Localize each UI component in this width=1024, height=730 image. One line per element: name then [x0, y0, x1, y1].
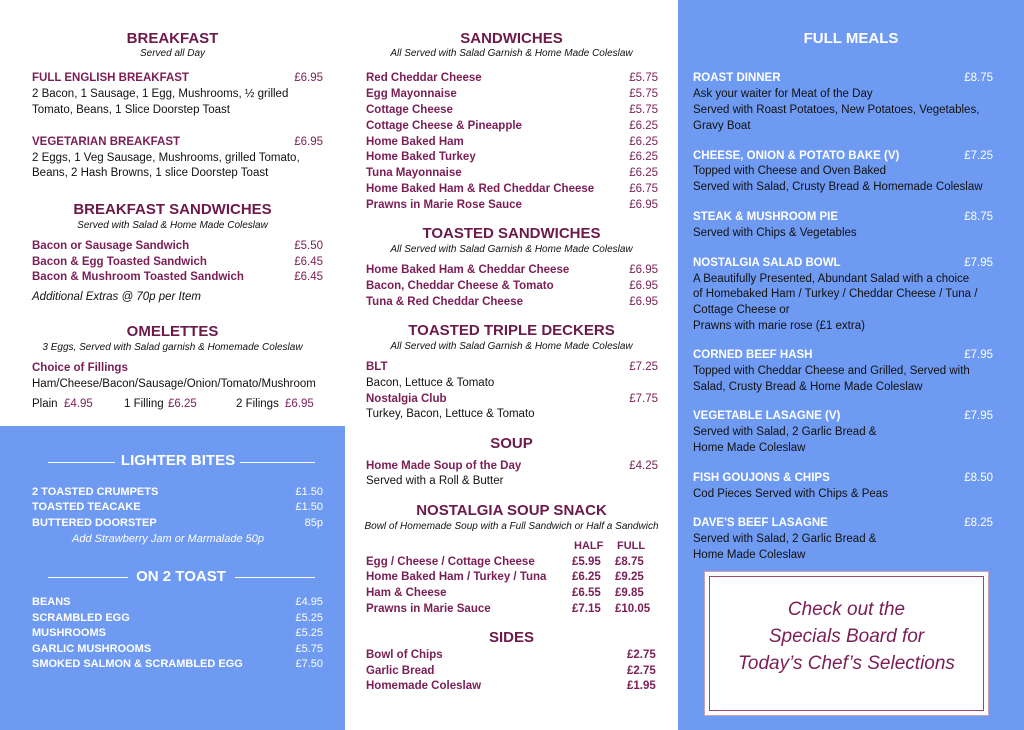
triple-deckers-title: TOASTED TRIPLE DECKERS — [408, 322, 615, 339]
left-column — [0, 0, 345, 730]
full-price: £10.05 — [615, 603, 651, 615]
divider — [235, 577, 315, 578]
specials-line: Specials Board for — [768, 626, 925, 647]
half-header: HALF — [574, 540, 604, 552]
menu-item-name: CORNED BEEF HASH — [693, 349, 813, 361]
menu-item-price: £5.75 — [629, 72, 658, 84]
menu-item-price: £6.75 — [629, 183, 658, 195]
menu-item-desc: Beans, 2 Hash Browns, 1 slice Doorstep Toast — [32, 167, 269, 179]
menu-item-name: Home Baked Ham — [366, 136, 464, 148]
menu-item-desc: Served with Salad, Crusty Bread & Homemade Coleslaw — [693, 181, 983, 193]
menu-item-name: CHEESE, ONION & POTATO BAKE (V) — [693, 150, 900, 162]
lighter-bites-title: LIGHTER BITES — [120, 452, 236, 469]
menu-item-name: Red Cheddar Cheese — [366, 72, 482, 84]
menu-item-name: BUTTERED DOORSTEP — [32, 517, 157, 529]
lighter-bites-note: Add Strawberry Jam or Marmalade 50p — [72, 533, 264, 545]
specials-line: Today’s Chef’s Selections — [738, 653, 955, 674]
menu-item-desc: Turkey, Bacon, Lettuce & Tomato — [366, 408, 535, 420]
menu-item-desc: Ask your waiter for Meat of the Day — [693, 88, 873, 100]
menu-item-price: £8.75 — [964, 72, 993, 84]
menu-item-desc: 2 Eggs, 1 Veg Sausage, Mushrooms, grilled Tomato, — [32, 152, 300, 164]
menu-item-price: £8.25 — [964, 517, 993, 529]
menu-item-desc: Topped with Cheese and Oven Baked — [693, 165, 887, 177]
menu-item-name: MUSHROOMS — [32, 627, 106, 639]
menu-item-name: Egg / Cheese / Cottage Cheese — [366, 556, 535, 568]
divider — [240, 462, 315, 463]
extras-note: Additional Extras @ 70p per Item — [32, 291, 201, 303]
menu-item-desc: Served with Roast Potatoes, New Potatoes, Vegetables, — [693, 104, 980, 116]
full-price: £8.75 — [615, 556, 644, 568]
middle-column — [345, 0, 678, 730]
menu-item-name: Home Baked Turkey — [366, 151, 476, 163]
breakfast-title: BREAKFAST — [126, 30, 219, 47]
menu-item-price: £7.95 — [964, 349, 993, 361]
menu-item-price: £6.45 — [294, 256, 323, 268]
soup-snack-title: NOSTALGIA SOUP SNACK — [416, 502, 607, 519]
menu-item-name: Garlic Bread — [366, 665, 435, 677]
menu-item-price: £6.95 — [294, 72, 323, 84]
menu-item-desc: Served with a Roll & Butter — [366, 475, 504, 487]
menu-item-price: £6.45 — [294, 271, 323, 283]
menu-item-name: ROAST DINNER — [693, 72, 781, 84]
menu-item-name: Bacon or Sausage Sandwich — [32, 240, 190, 252]
menu-item-name: STEAK & MUSHROOM PIE — [693, 211, 839, 223]
half-price: £6.55 — [572, 587, 601, 599]
menu-item-price: £7.75 — [629, 393, 658, 405]
menu-item-price: £6.95 — [629, 264, 658, 276]
left-white-panel — [0, 0, 345, 426]
menu-item-price: £7.25 — [629, 361, 658, 373]
menu-item-price: £7.50 — [295, 658, 323, 670]
half-price: £7.15 — [572, 603, 601, 615]
menu-item-price: £5.25 — [295, 612, 323, 624]
menu-item-price: £2.75 — [627, 649, 656, 661]
sides-title: SIDES — [488, 629, 534, 646]
menu-item-name: BEANS — [32, 596, 71, 608]
menu-item-desc: Cottage Cheese or — [693, 304, 790, 316]
soup-title: SOUP — [490, 435, 533, 452]
menu-item-price: £7.95 — [964, 257, 993, 269]
menu-item-name: 2 TOASTED CRUMPETS — [32, 486, 159, 498]
full-meals-title: FULL MEALS — [803, 30, 899, 47]
menu-item-price: £5.75 — [295, 643, 323, 655]
menu-item-desc: Served with Salad, 2 Garlic Bread & — [693, 533, 877, 545]
toasted-sandwiches-subtitle: All Served with Salad Garnish & Home Made Coleslaw — [390, 244, 633, 255]
two-filling-label: 2 Filings — [236, 398, 279, 410]
menu-item-name: FISH GOUJONS & CHIPS — [693, 472, 830, 484]
menu-item-name: Prawns in Marie Sauce — [366, 603, 491, 615]
menu-item-desc: Tomato, Beans, 1 Slice Doorstep Toast — [32, 104, 230, 116]
menu-item-desc: A Beautifully Presented, Abundant Salad with a choice — [693, 273, 970, 285]
menu-item-price: £1.95 — [627, 680, 656, 692]
menu-item-desc: Topped with Cheddar Cheese and Grilled, Served with — [693, 365, 970, 377]
menu-item-name: Tuna & Red Cheddar Cheese — [366, 296, 523, 308]
menu-item-desc: 2 Bacon, 1 Sausage, 1 Egg, Mushrooms, ½ grilled — [32, 88, 289, 100]
toasted-sandwiches-title: TOASTED SANDWICHES — [422, 225, 601, 242]
menu-item-desc: of Homebaked Ham / Turkey / Cheddar Cheese / Tuna / — [693, 288, 978, 300]
menu-item-price: 85p — [304, 517, 323, 529]
menu-item-name: Home Baked Ham & Cheddar Cheese — [366, 264, 570, 276]
one-filling-price: £6.25 — [168, 398, 197, 410]
menu-item-price: £6.25 — [629, 136, 658, 148]
menu-item-name: Bowl of Chips — [366, 649, 443, 661]
menu-item-name: DAVE'S BEEF LASAGNE — [693, 517, 828, 529]
menu-item-price: £6.95 — [629, 296, 658, 308]
one-filling-label: 1 Filling — [124, 398, 164, 410]
omelettes-fillings: Ham/Cheese/Bacon/Sausage/Onion/Tomato/Mushroom — [32, 378, 316, 390]
on-toast-title: ON 2 TOAST — [136, 568, 226, 585]
menu-item-price: £7.25 — [964, 150, 993, 162]
menu-item-desc: Home Made Coleslaw — [693, 442, 806, 454]
menu-item-price: £1.50 — [295, 501, 323, 513]
menu-item-name: Bacon & Egg Toasted Sandwich — [32, 256, 207, 268]
sandwiches-subtitle: All Served with Salad Garnish & Home Made Coleslaw — [390, 48, 633, 59]
menu-item-name: Home Baked Ham & Red Cheddar Cheese — [366, 183, 595, 195]
menu-item-name: VEGETARIAN BREAKFAST — [32, 136, 181, 148]
menu-item-name: SCRAMBLED EGG — [32, 612, 130, 624]
menu-item-price: £6.25 — [629, 120, 658, 132]
menu-item-price: £6.95 — [629, 280, 658, 292]
menu-item-name: Home Baked Ham / Turkey / Tuna — [366, 571, 547, 583]
menu-item-name: Ham & Cheese — [366, 587, 447, 599]
menu-item-name: Tuna Mayonnaise — [366, 167, 462, 179]
sandwiches-title: SANDWICHES — [460, 30, 563, 47]
menu-item-price: £5.25 — [295, 627, 323, 639]
menu-item-price: £8.75 — [964, 211, 993, 223]
specials-box — [704, 571, 989, 716]
menu-item-price: £4.95 — [295, 596, 323, 608]
menu-item-price: £7.95 — [964, 410, 993, 422]
menu-item-desc: Prawns with marie rose (£1 extra) — [693, 320, 865, 332]
menu-item-price: £5.75 — [629, 88, 658, 100]
menu-item-name: GARLIC MUSHROOMS — [32, 643, 152, 655]
menu-item-price: £4.25 — [629, 460, 658, 472]
half-price: £5.95 — [572, 556, 601, 568]
half-price: £6.25 — [572, 571, 601, 583]
menu-item-name: SMOKED SALMON & SCRAMBLED EGG — [32, 658, 243, 670]
breakfast-sandwiches-title: BREAKFAST SANDWICHES — [73, 201, 272, 218]
specials-border — [709, 576, 984, 711]
omelettes-subtitle: 3 Eggs, Served with Salad garnish & Homemade Coleslaw — [42, 342, 303, 353]
menu-item-desc: Served with Salad, 2 Garlic Bread & — [693, 426, 877, 438]
menu-item-name: Cottage Cheese & Pineapple — [366, 120, 522, 132]
menu-item-desc: Cod Pieces Served with Chips & Peas — [693, 488, 888, 500]
menu-item-name: Prawns in Marie Rose Sauce — [366, 199, 522, 211]
menu-item-price: £1.50 — [295, 486, 323, 498]
menu-item-name: Nostalgia Club — [366, 393, 447, 405]
two-filling-price: £6.95 — [285, 398, 314, 410]
menu-item-desc: Home Made Coleslaw — [693, 549, 806, 561]
menu-item-price: £5.75 — [629, 104, 658, 116]
menu-item-name: TOASTED TEACAKE — [32, 501, 141, 513]
specials-line: Check out the — [787, 599, 906, 620]
menu-item-price: £2.75 — [627, 665, 656, 677]
menu-item-desc: Salad, Crusty Bread & Home Made Coleslaw — [693, 381, 923, 393]
menu-item-price: £5.50 — [294, 240, 323, 252]
menu-item-name: NOSTALGIA SALAD BOWL — [693, 257, 841, 269]
menu-item-desc: Bacon, Lettuce & Tomato — [366, 377, 495, 389]
menu-item-price: £8.50 — [964, 472, 993, 484]
menu-item-name: Cottage Cheese — [366, 104, 453, 116]
plain-price: £4.95 — [64, 398, 93, 410]
menu-item-desc: Served with Chips & Vegetables — [693, 227, 857, 239]
triple-deckers-subtitle: All Served with Salad Garnish & Home Made Coleslaw — [390, 341, 633, 352]
menu-item-name: Home Made Soup of the Day — [366, 460, 522, 472]
menu-item-price: £6.25 — [629, 151, 658, 163]
breakfast-sandwiches-subtitle: Served with Salad & Home Made Coleslaw — [77, 220, 268, 231]
omelettes-title: OMELETTES — [126, 323, 219, 340]
menu-item-name: Bacon, Cheddar Cheese & Tomato — [366, 280, 554, 292]
soup-snack-subtitle: Bowl of Homemade Soup with a Full Sandwich or Half a Sandwich — [364, 521, 659, 532]
menu-item-name: Egg Mayonnaise — [366, 88, 457, 100]
menu-item-name: Homemade Coleslaw — [366, 680, 482, 692]
menu-item-name: Bacon & Mushroom Toasted Sandwich — [32, 271, 244, 283]
full-price: £9.85 — [615, 587, 644, 599]
menu-item-price: £6.95 — [629, 199, 658, 211]
menu-item-name: VEGETABLE LASAGNE (V) — [693, 410, 841, 422]
menu-item-price: £6.25 — [629, 167, 658, 179]
menu-item-desc: Gravy Boat — [693, 120, 751, 132]
omelettes-choice: Choice of Fillings — [32, 362, 128, 374]
menu-item-price: £6.95 — [294, 136, 323, 148]
full-price: £9.25 — [615, 571, 644, 583]
full-header: FULL — [617, 540, 646, 552]
breakfast-subtitle: Served all Day — [139, 48, 206, 59]
left-blue-panel — [0, 426, 345, 730]
menu-item-name: FULL ENGLISH BREAKFAST — [32, 72, 189, 84]
plain-label: Plain — [32, 398, 58, 410]
menu-item-name: BLT — [366, 361, 388, 373]
